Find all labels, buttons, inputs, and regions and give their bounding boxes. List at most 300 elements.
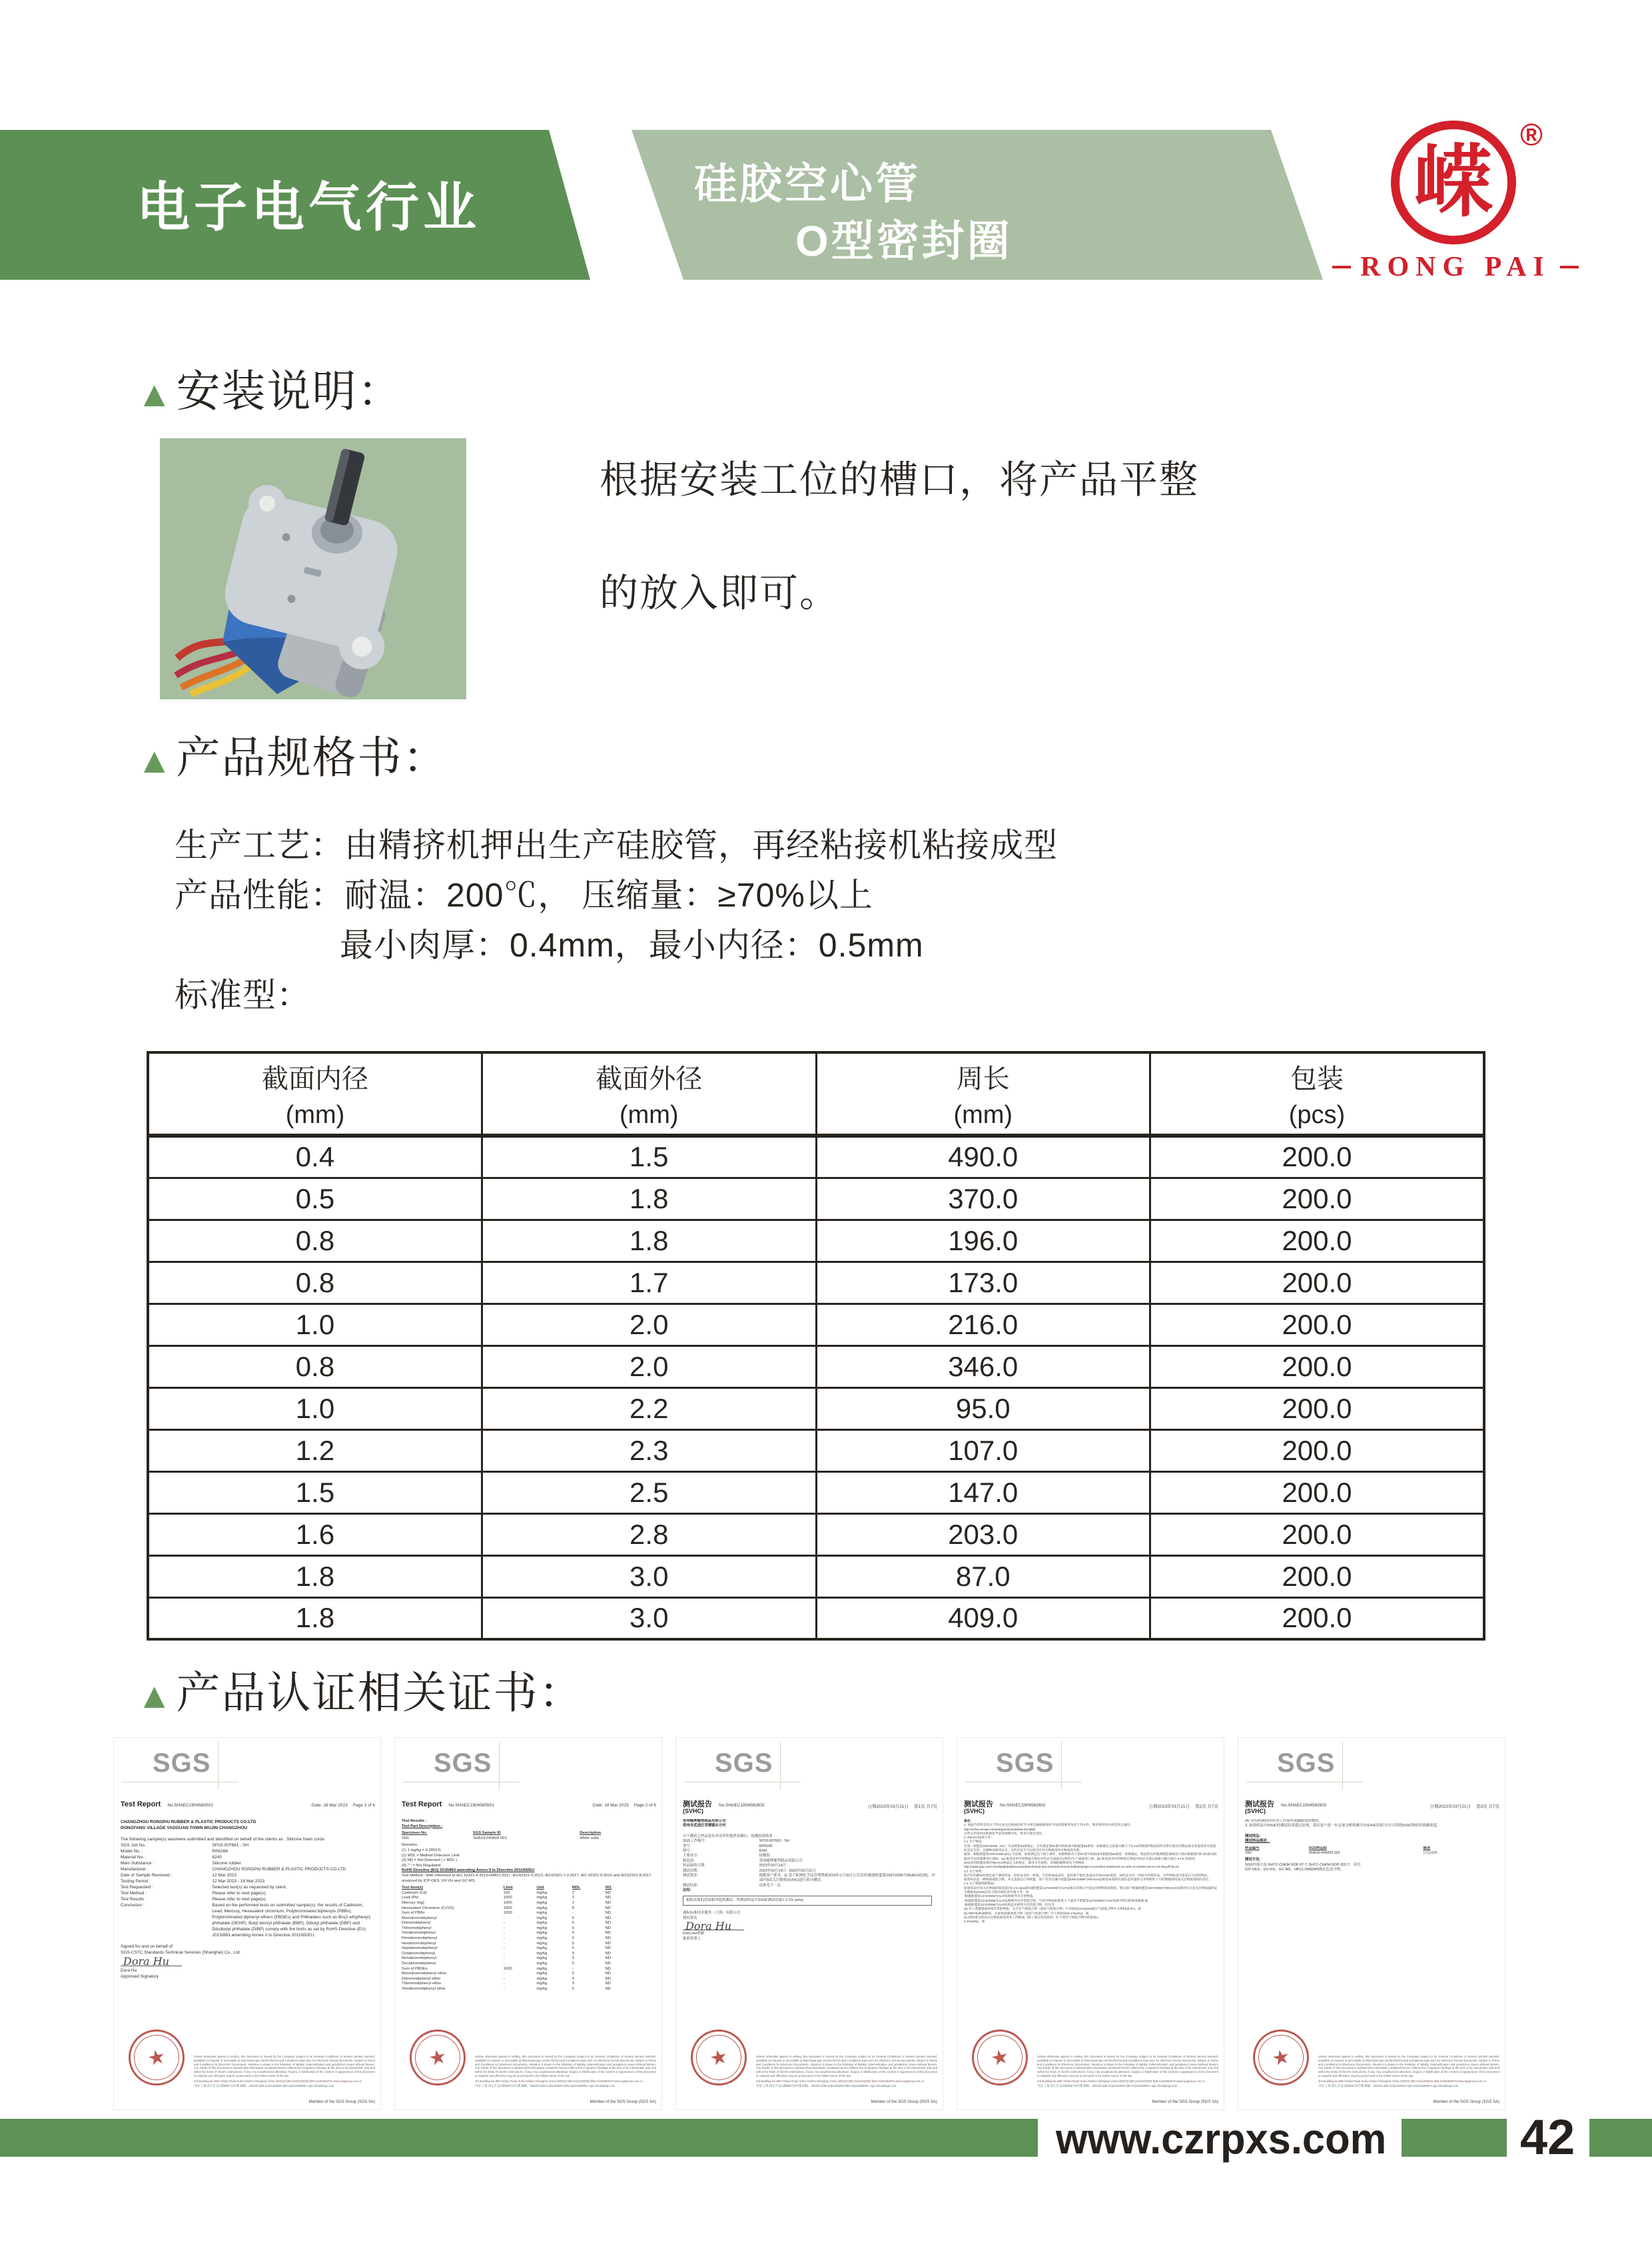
certificate-text-line: 报告中的测试结果是基于测试样品，如样品是均一材质，当其构成成品时，此结果不能代表成品中的SVHC浓度，如样品为均一材质中衬垫样品，这些物质也可能来自不同的物品。 (964, 1873, 1210, 1877)
mini-table-row (402, 1972, 656, 1977)
table-cell: 2.0 (482, 1345, 817, 1387)
table-cell: 346.0 (816, 1345, 1150, 1387)
mini-table-cell: mg/kg (536, 1911, 548, 1916)
mini-table-cell: mg/kg (536, 1946, 548, 1951)
mini-table-cell: mg/kg (536, 1982, 548, 1986)
install-description-line1: 根据安装工位的槽口，将产品平整 (600, 458, 1200, 502)
sgs-logo-text: SGS (715, 1748, 773, 1778)
table-cell: 1.8 (148, 1597, 482, 1639)
certificate-text-line: 这些文件清单由欧洲化学品管理署评估，将来可能会变化。 (964, 1831, 1045, 1835)
result-box (683, 1896, 932, 1906)
mini-table-cell: White solid (580, 1836, 599, 1840)
mini-table-cell: 5 (572, 1926, 575, 1930)
certificate-text-line: 测试方法： (1245, 1858, 1263, 1862)
certificate-text-line: The following sample(s) was/were submitted and identified on behalf of the clients as : Silicone foam cords (121, 1837, 325, 1842)
field-label: Test Results : (121, 1897, 147, 1902)
table-row (148, 1555, 1484, 1597)
mini-table-cell: SHA19-045805.001 (472, 1836, 507, 1840)
certificate-3 (675, 1737, 943, 2110)
fineprint-terms: Unless otherwise agreed in writing, this document is issued by the Company subject to its General Conditions of Service printed overleaf, available on request or accessible at http://www.sgs.com/en/Terms-and-Conditions.aspx and, for electronic format documents, subject to Terms and Conditions for Electronic Documents. Attention is drawn to the limitation of liability, indemnification and jurisdiction issues defined therein. Any holder of this document is advised that information contained hereon reflects the Company's findings at the time of its intervention only and within the limits of Client's instructions, if any. Any unauthorized alteration, forgery or falsification of the content or appearance of this document is unlawful and offenders may be prosecuted to the fullest extent of the law. (194, 2055, 375, 2077)
field-value: 请参见下一页 (759, 1883, 781, 1888)
mini-table-row (402, 1891, 656, 1896)
certificate-text-line: 如果样品中高关注物质的浓度超过0.1% (w/w)和/或欧盟第1272/2008号CLP法规及其修订中设定的特殊浓度限值，建议客户根据欧盟第1907/2006号REACH法规对有关高关注物质提供安全数据表(SDS)以符合供应链信息传递义务，如 (964, 1886, 1218, 1894)
certificate-text-line: ICP-OES、UV-VIS、GC-MS、HPLC-DAD/MS和比色法分析。 (1245, 1868, 1344, 1872)
sgs-stamp-icon (404, 2024, 471, 2091)
fineprint-terms: Unless otherwise agreed in writing, this document is issued by the Company subject to its General Conditions of Service printed overleaf, available on request or accessible at http://www.sgs.com/en/Terms-and-Conditions.aspx and, for electronic format documents, subject to Terms and Conditions for Electronic Documents. Attention is drawn to the limitation of liability, indemnification and jurisdiction issues defined therein. Any holder of this document is advised that information contained hereon reflects the Company's findings at the time of its intervention only and within the limits of Client's instructions, if any. Any unauthorized alteration, forgery or falsification of the content or appearance of this document is unlawful and offenders may be prosecuted to the fullest extent of the law. (1037, 2055, 1218, 2077)
col-circumference: 周长 (mm) (816, 1052, 1150, 1136)
field-value: Please refer to next page(s). (212, 1891, 267, 1896)
table-cell: 200.0 (1150, 1387, 1485, 1429)
field-label: Date of Sample Received : (121, 1873, 173, 1878)
certificate-header (402, 1800, 656, 1808)
table-cell: 107.0 (816, 1429, 1150, 1471)
certificate-number: No.SHAEC1904582602 (1281, 1803, 1327, 1808)
certificate-field-row (683, 1864, 937, 1868)
mini-table-cell: Tribromobiphenyl (402, 1926, 432, 1930)
signature-block (121, 1944, 375, 1980)
spec-line-minimums: 最小肉厚：0.4mm，最小内径：0.5mm (340, 927, 924, 964)
certificate-page: Page 1 of 6 (352, 1803, 375, 1808)
fineprint-address-en: 3rd Building,No.889 Yishan Road Xuhui District Shanghai China 200233 t(86-21)61402553 f(86-21)64953679 www.sgsgroup.com.cn (475, 2079, 643, 2083)
mini-table-cell: Sum of PBBs (402, 1911, 425, 1916)
certificate-field-row (683, 1869, 937, 1874)
table-row (148, 1178, 1484, 1220)
mini-table-row (402, 1946, 656, 1952)
mini-table-row (402, 1982, 656, 1987)
mini-table-cell: Dibromobiphenyl (402, 1921, 431, 1926)
certificate-text-line: 3. 如果样品中SVHC的测试结果超过法规，建议客户进一步定量分析检测含有SVHC的组分并且得到SVHC物质的准确浓度。 (1245, 1824, 1441, 1828)
certificate-title: Test Report (121, 1800, 161, 1808)
table-cell: 2.8 (482, 1513, 817, 1555)
mini-table-cell: mg/kg (536, 1976, 548, 1981)
mini-table-cell: SN1 (1245, 1851, 1252, 1856)
fineprint-address-en: 3rd Building,No.889 Yishan Road Xuhui District Shanghai China 200233 t(86-21)61402553 f(86-21)64953679 www.sgsgroup.com.cn (756, 2079, 925, 2083)
mini-table-cell: Dibromodiphenyl ether (402, 1976, 441, 1981)
certificate-text-line: 告知：欧盟第1907/2006（EC）号法规第33条规定，含有满足第57条中的标准并根据第59条第一款被确定且质量分数大于0.1%的物质的物品的所有供应商应向物品接受者提供其可获取的充足信息，以便物品使用安全，这些信息至少包括含有有关物质清单中物质的名称。 (964, 1844, 1216, 1852)
certificate-body (402, 1819, 656, 2024)
sgs-logo (996, 1748, 1054, 1778)
stamp-star-icon: ★ (989, 2045, 1011, 2070)
certificate-text-line: 测试样品: (1245, 1834, 1261, 1838)
table-cell: 3.0 (482, 1555, 817, 1597)
mini-table-cell: - (503, 1982, 505, 1986)
mini-table-cell: 白色固体 (1423, 1851, 1438, 1856)
field-value: Silicone rubber (212, 1861, 241, 1866)
table-cell: 3.0 (482, 1597, 817, 1639)
certificate-field-row (683, 1884, 937, 1888)
handwritten-signature: Dora Hu (123, 1955, 169, 1968)
certificate-text-line: DONGFANG VILLAGE YAOGUAN TOWN WUJIN CHANGZHOU (121, 1826, 248, 1830)
certificate-field-row (121, 1854, 375, 1860)
certificates-strip (113, 1737, 1505, 2110)
install-description-line2: 的放入即可。 (600, 571, 840, 615)
table-cell: 200.0 (1150, 1345, 1485, 1387)
signature-pre-line: SGS-CSTC Standards Technical Services (Shanghai) Co., Ltd. (121, 1950, 241, 1955)
sgs-logo (1277, 1748, 1335, 1778)
product-title-line1: 硅胶空心管 (694, 160, 921, 208)
triangle-bullet-icon: ▲ (137, 741, 174, 781)
field-value: 2023年03月14日 - 2023年03月21日 (759, 1868, 816, 1873)
mini-table-row (1245, 1851, 1499, 1856)
certificate-date: 日期2023年03月21日 (1430, 1804, 1471, 1809)
certificate-fineprint (756, 2055, 937, 2088)
footer-bar-middle (1402, 2119, 1507, 2157)
spacer (683, 1829, 937, 1834)
mini-table-cell: 5 (572, 1941, 575, 1946)
mini-table-cell: 5 (572, 1946, 575, 1951)
mini-table-cell: ND (605, 1900, 611, 1905)
table-cell: 0.5 (148, 1178, 482, 1220)
certificate-text-line: 2.2 关于材料： (964, 1869, 985, 1873)
fineprint-address-cn: 中国·上海·徐汇区宜山路889号3号楼 邮编：200233 t(86-21)61402594 f(86-21)61156899 e sgs.china@sgs.com (1318, 2084, 1459, 2088)
mini-table-row (402, 1931, 656, 1936)
certificate-text-line: -根据欧盟第1272/2008号CLP法规虽未被列为有害混合物，但包含： (964, 1902, 1058, 1906)
certificate-field-row (683, 1844, 937, 1849)
install-heading-text: 安装说明： (176, 366, 403, 416)
sgs-logo (715, 1748, 773, 1778)
mini-table-cell: 1000 (503, 1896, 512, 1900)
mini-table-cell: - (503, 1946, 505, 1951)
field-value: Based on the performed tests on submitted sample(s), the results of Cadmium, Lead, Mercury, Hexavalent chromium, Polybrominated biphenyls (PBBs), Polybrominated diphenyl ethers (PBDEs) and Phthalates such as Bis(2-ethylhexyl) phthalate (DEHP), Butyl benzyl phthalate (BBP), Dibutyl phthalate (DBP) and Diisobutyl phthalate (DIBP) comply with the limits as set by RoHS Directive (EU) 2015/863 amending Annex II to Directive 2011/65/EU. (212, 1903, 370, 1938)
mini-table-cell: mg/kg (536, 1987, 548, 1991)
mini-table-row (402, 1952, 656, 1957)
certificate-subtitle: (SVHC) (683, 1808, 703, 1815)
certificate-text-line: (b) PBT或vPvB物质，在固体或液体混合物（固态气体混合物）中个别浓度≥0.1%(w/w)，或 (964, 1911, 1089, 1915)
mini-table-cell: Lead (Pb) (402, 1896, 419, 1900)
table-cell: 200.0 (1150, 1429, 1485, 1471)
table-row (148, 1471, 1484, 1513)
mini-table-cell: ND (605, 1921, 611, 1926)
table-cell: 200.0 (1150, 1471, 1485, 1513)
field-value: SP19-007661 - SH (212, 1843, 249, 1848)
mini-table-cell: 5 (572, 1921, 575, 1926)
mini-table-cell: Mercury (Hg) (402, 1900, 424, 1905)
certificate-header (964, 1800, 1218, 1815)
mini-table-cell: Decabromobiphenyl (402, 1962, 436, 1966)
certificate-page: 第3页 共7页 (1475, 1804, 1499, 1809)
table-cell: 200.0 (1150, 1262, 1485, 1304)
certificate-4 (957, 1737, 1224, 2110)
certificate-text-line: 1. 本报告所涉及的关于特定高关注物质的化学分析是根据欧洲化学品管理署发布的下列文件，利用现有的分析技术完成的。 (964, 1823, 1133, 1827)
certificate-text-line: -根据欧盟第1272/2008号CLP法规被列为有害物质， (964, 1894, 1036, 1898)
col-outer-diameter: 截面外径 (mm) (482, 1052, 817, 1136)
certificate-text-line: CHANGZHOU RONGPAI RUBBER & PLASTIC PRODUCTS CO.LTD (121, 1820, 256, 1824)
mini-table-cell: Sum of PBDEs (402, 1966, 428, 1971)
certificate-text-line: SGS采用欧盟法规对REACH物品定义的规定，除非另有说明，详细的解释请见下列网址： (964, 1860, 1088, 1864)
mini-table-head-row (402, 1831, 656, 1836)
mini-table-cell: 5 (572, 1972, 575, 1976)
certificate-text-line: (4) "-" = Not Regulated (402, 1863, 441, 1868)
mini-table-cell: ND (605, 1906, 611, 1910)
certificate-field-row (683, 1854, 937, 1858)
mini-table-cell: 1000 (503, 1911, 512, 1916)
mini-table-cell: mg/kg (536, 1906, 548, 1910)
mini-table-row (402, 1926, 656, 1932)
signatory-name-line: Approved Signatory (121, 1974, 159, 1979)
mini-table-cell: ND (605, 1931, 611, 1936)
spec-table-head (148, 1052, 1484, 1136)
table-cell: 200.0 (1150, 1304, 1485, 1345)
certificate-title: 测试报告 (SVHC) (1245, 1800, 1274, 1815)
mini-table-cell: Specimen No. (402, 1831, 428, 1836)
certificate-text-line: http://echa.europa.eu/web/guest/candidate-list-table (964, 1827, 1036, 1831)
mini-table-cell: mg/kg (536, 1896, 548, 1900)
field-label: Testing Period : (121, 1879, 151, 1884)
table-cell: 1.5 (482, 1136, 817, 1178)
certificate-1 (113, 1737, 381, 2110)
field-value: RP8168 (212, 1849, 228, 1854)
mini-table-row (402, 1956, 656, 1962)
install-description (600, 458, 1412, 615)
mini-table-cell: mg/kg (536, 1931, 548, 1936)
mini-table-head-row (402, 1886, 656, 1891)
mini-table-cell: 5 (572, 1956, 575, 1961)
mini-table-cell: mg/kg (536, 1926, 548, 1930)
sgs-logo-text: SGS (153, 1748, 211, 1778)
field-label: 样品接收日期： (683, 1864, 708, 1868)
mini-table-row (402, 1921, 656, 1926)
certificate-date: Date: 18 Mar 2023 (311, 1803, 348, 1808)
mini-table-cell: 5 (572, 1936, 575, 1941)
brand-name (1332, 251, 1579, 283)
table-cell: 2.2 (482, 1387, 817, 1429)
mini-table-cell: ND (605, 1982, 611, 1986)
mini-table-row (402, 1896, 656, 1901)
mini-table-cell: 5 (572, 1976, 575, 1981)
mini-table-row (402, 1911, 656, 1916)
mini-table-cell: - (572, 1966, 574, 1971)
product-title-line2: O型密封圈 (795, 217, 1013, 265)
field-value: 6040 (759, 1849, 767, 1854)
mini-table-cell: Limit (503, 1886, 513, 1890)
certificate-text-line: RoHS Directive (EU) 2015/863 amending Annex II to Directive 2011/65/EU (402, 1868, 535, 1873)
mini-table-cell: - (503, 1956, 505, 1961)
mini-table-cell: MDL (572, 1886, 581, 1890)
table-row (148, 1220, 1484, 1262)
field-label: 制造商： (683, 1858, 697, 1863)
certificate-page: Page 2 of 6 (633, 1803, 656, 1808)
field-label: Conclusion : (121, 1903, 145, 1908)
stepper-motor-illustration (160, 438, 466, 699)
brand-logo (1332, 117, 1579, 283)
brand-emblem-icon (1391, 121, 1516, 244)
certificate-date: 日期2023年03月21日 (1148, 1804, 1190, 1809)
fineprint-address-cn: 中国·上海·徐汇区宜山路889号3号楼 邮编：200233 t(86-21)61402594 f(86-21)61156899 e sgs.china@sgs.com (194, 2084, 334, 2088)
mini-table-cell: ND (605, 1951, 611, 1956)
mini-table-row (402, 1962, 656, 1967)
certificate-text-line: (2) MDL = Method Detection Limit (402, 1853, 460, 1858)
table-cell: 1.8 (148, 1555, 482, 1597)
table-cell: 200.0 (1150, 1555, 1485, 1597)
mini-table-cell: - (503, 1916, 505, 1920)
mini-table-cell: 2 (572, 1890, 575, 1895)
spec-table (147, 1051, 1485, 1641)
table-cell: 1.8 (482, 1220, 817, 1262)
field-label: Main Substance : (121, 1861, 155, 1866)
mini-table-row (402, 1936, 656, 1942)
field-label: Test Requested : (121, 1885, 153, 1890)
table-row (148, 1136, 1484, 1178)
certificate-page: 第2页 共7页 (1194, 1804, 1218, 1809)
dash-decoration (1560, 266, 1579, 268)
sgs-logo-text: SGS (1277, 1748, 1336, 1778)
table-cell: 1.2 (148, 1429, 482, 1471)
mini-table-cell: ND (605, 1916, 611, 1920)
certificate-text-line: (4) 设有欧洲经济区内工作场所接触限值的物质。 (1245, 1819, 1322, 1823)
certificate-page: 第1页 共7页 (913, 1804, 937, 1809)
spec-section-heading (137, 722, 448, 785)
spec-table-body (148, 1136, 1484, 1639)
certificate-fineprint (194, 2055, 375, 2088)
certificate-text-line: 通知：根据欧盟第1907/2006 (EC) 号法规，如果满足以下两个条件，如期物质符合第57条中的标准并根据第59条第一款被确定，物品的任何欧洲制造商或进口商应根据第7条-第4款向欧盟化学品管理署进行通知：(a) 候选清单中的物质在物品中的总含量超过1吨/年/生产商或进口商；(b) 候选清单中的物质在物品中的总含量以质量分数计超过 0.1% 的浓度。 (964, 1852, 1217, 1860)
mini-table-cell: mg/kg (536, 1966, 548, 1971)
stamp-star-icon: ★ (707, 2045, 730, 2070)
table-row (148, 1262, 1484, 1304)
col-packing: 包装 (pcs) (1150, 1052, 1485, 1136)
spec-line-process: 生产工艺：由精挤机押出生产硅胶管，再经粘接机粘接成型 (175, 827, 1058, 864)
registered-trademark-icon: ® (1520, 117, 1543, 152)
table-cell: 1.0 (148, 1304, 482, 1345)
field-label: 测试周期： (683, 1868, 701, 1873)
certificate-field-row (121, 1890, 375, 1896)
mini-table-cell: Test Item(s) (402, 1886, 424, 1890)
certificate-fineprint (1318, 2055, 1499, 2088)
certificate-title: 测试报告 (SVHC) (964, 1800, 993, 1815)
fineprint-terms: Unless otherwise agreed in writing, this document is issued by the Company subject to its General Conditions of Service printed overleaf, available on request or accessible at http://www.sgs.com/en/Terms-and-Conditions.aspx and, for electronic format documents, subject to Terms and Conditions for Electronic Documents. Attention is drawn to the limitation of liability, indemnification and jurisdiction issues defined therein. Any holder of this document is advised that information contained hereon reflects the Company's findings at the time of its intervention only and within the limits of Client's instructions, if any. Any unauthorized alteration, forgery or falsification of the content or appearance of this document is unlawful and offenders may be prosecuted to the fullest extent of the law. (756, 2055, 937, 2077)
spec-line-performance: 产品性能：耐温：200℃， 压缩量：≥70%以上 (175, 877, 873, 914)
certificate-body (121, 1819, 375, 2024)
certificate-text-line: 测试样品描述： (1245, 1839, 1270, 1844)
fineprint-address-cn: 中国·上海·徐汇区宜山路889号3号楼 邮编：200233 t(86-21)61402594 f(86-21)61156899 e sgs.china@sgs.com (756, 2084, 897, 2088)
signature-pre-line: Signed for and on behalf of (121, 1944, 173, 1949)
mini-table-cell: mg/kg (536, 1962, 548, 1966)
handwritten-signature: Dora Hu (685, 1919, 731, 1932)
certificate-member-line: Member of the SGS Group (SGS SA) (308, 2100, 375, 2104)
table-cell: 1.8 (482, 1178, 817, 1220)
table-cell: 490.0 (816, 1136, 1150, 1178)
signatory-name-line: Dora Hu/胡敏 (683, 1932, 705, 1936)
mini-table-cell: mg/kg (536, 1941, 548, 1946)
triangle-bullet-icon: ▲ (137, 374, 174, 414)
certificate-field-row (683, 1859, 937, 1864)
mini-table-cell: ND (605, 1941, 611, 1946)
mini-table-cell: SN1 (402, 1836, 410, 1840)
mini-table-cell: Nonabromobiphenyl (402, 1956, 436, 1961)
mini-table-cell: 2 (572, 1900, 575, 1905)
certificate-subtitle: (SVHC) (964, 1808, 985, 1815)
certificate-field-row (121, 1902, 375, 1938)
mini-table-cell: Tribromodiphenyl ether (402, 1982, 442, 1986)
field-label: Material No. : (121, 1855, 147, 1860)
field-label: 型号： (683, 1844, 694, 1848)
cert-heading-text: 产品认证相关证书： (176, 1668, 584, 1717)
certificate-member-line: Member of the SGS Group (SGS SA) (1433, 2100, 1499, 2104)
mini-table-cell: 描述 (1423, 1846, 1431, 1850)
mini-table-cell: mg/kg (536, 1916, 548, 1920)
mini-table-row (402, 1906, 656, 1912)
mini-table-row (402, 1967, 656, 1972)
fineprint-address-en: 3rd Building,No.889 Yishan Road Xuhui District Shanghai China 200233 t(86-21)61402553 f(86-21)64953679 www.sgsgroup.com.cn (194, 2079, 362, 2083)
mini-table-cell: mg/kg (536, 1951, 548, 1956)
logo-rule-v (1061, 1742, 1062, 1790)
stamp-star-icon: ★ (1270, 2045, 1292, 2070)
mini-table-row (402, 1916, 656, 1922)
table-cell: 0.8 (148, 1345, 482, 1387)
mini-table-cell: ND (605, 1896, 611, 1900)
footer-page-number: 42 (1520, 2109, 1575, 2165)
field-label: SGS工作编号： (683, 1839, 709, 1844)
certificate-field-row (683, 1874, 937, 1884)
mini-table-cell: ND (605, 1987, 611, 1991)
brand-name-text: RONG PAI (1360, 252, 1551, 282)
mini-table-cell: 5 (572, 1987, 575, 1991)
table-cell: 1.6 (148, 1513, 482, 1555)
mini-table-cell: Description (580, 1831, 602, 1836)
sgs-stamp-icon (1248, 2024, 1314, 2091)
mini-table-row (402, 1977, 656, 1982)
certificate-text-line: (a) 对人类健康或环境有害的物质，且在非气体混合物（固态气体混合物）中其浓度≥1%(w/w)或在气体混合物中占体积≥0.2%，或 (964, 1907, 1141, 1911)
certificate-header (683, 1800, 937, 1815)
mini-table-cell: ND (605, 1911, 611, 1916)
spec-line-standard-type: 标准型： (175, 976, 310, 1014)
table-cell: 203.0 (816, 1513, 1150, 1555)
mini-table-cell: mg/kg (536, 1936, 548, 1941)
table-row (148, 1387, 1484, 1429)
certificate-member-line: Member of the SGS Group (SGS SA) (1152, 2100, 1218, 2104)
sgs-logo-text: SGS (434, 1748, 492, 1778)
spec-text-block (175, 821, 1058, 1020)
sgs-logo (434, 1748, 492, 1778)
certificate-member-line: Member of the SGS Group (SGS SA) (590, 2100, 656, 2104)
dash-decoration (1332, 266, 1351, 268)
table-cell: 95.0 (816, 1387, 1150, 1429)
certificate-field-row (121, 1866, 375, 1872)
spec-table-header-row (148, 1052, 1484, 1136)
certificate-text-line: (3) ND = Not Detected ( < MDL ) (402, 1858, 458, 1863)
table-cell: 200.0 (1150, 1513, 1485, 1555)
certificate-number: No.SHAEC1904580501 (448, 1803, 494, 1808)
certificate-mini-table (402, 1886, 656, 1992)
table-cell: 200.0 (1150, 1136, 1485, 1178)
install-section-heading (137, 356, 402, 419)
mini-table-cell: Monobromobiphenyl (402, 1916, 437, 1920)
product-photo (160, 438, 466, 699)
certificate-field-row (683, 1839, 937, 1844)
mini-table-cell: mg/kg (536, 1921, 548, 1926)
mini-table-cell: - (503, 1987, 505, 1991)
certificate-fineprint (475, 2055, 656, 2088)
certificate-text-line: 2. REACH法规义务： (964, 1836, 995, 1840)
industry-category-label: 电子电气行业 (137, 178, 480, 237)
mini-table-cell: Tetrabromodiphenyl ether (402, 1987, 446, 1991)
field-value: Please refer to next page(s). (212, 1897, 267, 1902)
mini-table-cell: 001 (605, 1886, 612, 1890)
certificate-date: Date: 18 Mar 2023 (592, 1803, 629, 1808)
certificate-title: 测试报告 (SVHC) (683, 1800, 712, 1815)
table-row (148, 1513, 1484, 1555)
field-value: SP19-007661 - SH (759, 1839, 789, 1844)
mini-table-cell: Hexabromobiphenyl (402, 1941, 436, 1946)
signature-pre-line: 授权签名 (683, 1916, 697, 1920)
table-cell: 370.0 (816, 1178, 1150, 1220)
certificate-title: Test Report (402, 1800, 442, 1808)
field-label: 主要成分： (683, 1854, 701, 1858)
certificate-2 (394, 1737, 662, 2110)
mini-table-cell: 样品编号 (1245, 1846, 1260, 1850)
table-cell: 87.0 (816, 1555, 1150, 1597)
certificate-fineprint (1037, 2055, 1218, 2088)
certificate-text-line: 备注： (964, 1819, 974, 1822)
